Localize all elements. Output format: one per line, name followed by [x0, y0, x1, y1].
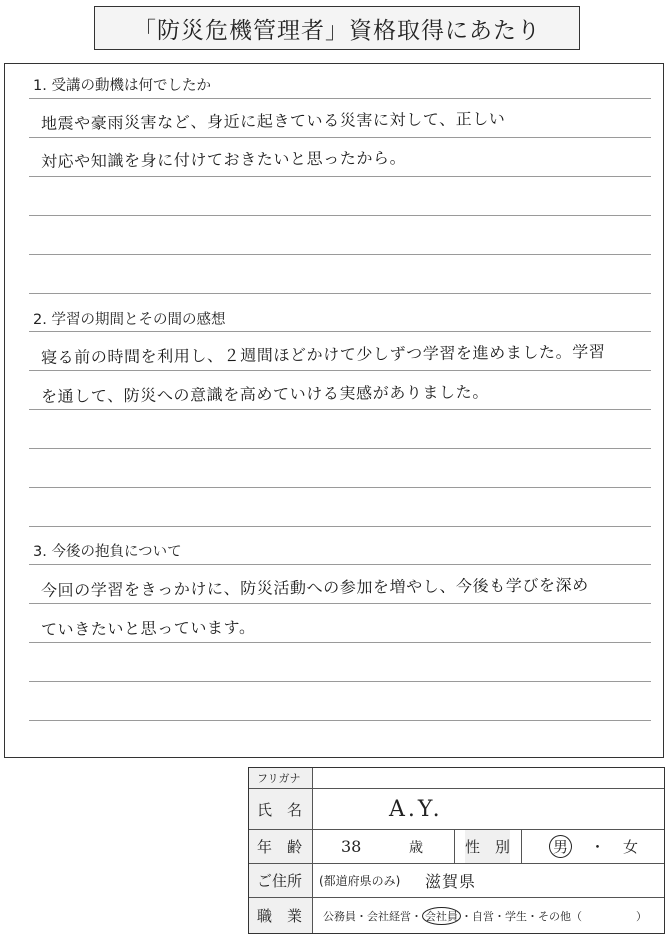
- question-1-label: 1. 受講の動機は何でしたか: [33, 78, 211, 94]
- gender-male-selected[interactable]: 男: [549, 835, 572, 858]
- job-options: [323, 898, 647, 933]
- job-options-before[interactable]: 公務員・会社経営・: [323, 909, 422, 923]
- job-close-paren: ）: [636, 909, 647, 923]
- rule-line: [29, 720, 651, 721]
- furigana-label: フリガナ: [249, 768, 313, 788]
- rule-line: [29, 215, 651, 216]
- rule-line: [29, 176, 651, 177]
- answer-3-line-1: 今回の学習をきっかけに、防災活動への参加を増やし、今後も学びを深め: [40, 575, 589, 600]
- gender-options: [549, 830, 638, 863]
- rule-line: [29, 681, 651, 682]
- address-value: 滋賀県: [425, 872, 477, 891]
- answer-2-line-2: を通して、防災への意識を高めていける実感がありました。: [40, 382, 489, 406]
- rule-line: [29, 137, 651, 138]
- rule-line: [29, 603, 651, 604]
- age-gender-row: [249, 830, 664, 864]
- question-2-label: 2. 学習の期間とその間の感想: [33, 312, 226, 328]
- address-hint: (都道府県のみ): [319, 874, 401, 888]
- name-label: 氏 名: [249, 789, 313, 829]
- rule-line: [29, 448, 651, 449]
- gender-separator: ・: [590, 838, 606, 856]
- rule-line: [29, 98, 651, 99]
- answer-2-line-1: 寝る前の時間を利用し、２週間ほどかけて少しずつ学習を進めました。学習: [40, 342, 606, 367]
- question-3-label: 3. 今後の抱負について: [33, 544, 182, 560]
- gender-female[interactable]: 女: [623, 838, 639, 856]
- rule-line: [29, 487, 651, 488]
- furigana-row: [249, 768, 664, 789]
- job-row: [249, 898, 664, 933]
- profile-table: [248, 767, 665, 934]
- address-label: ご住所: [249, 864, 313, 897]
- name-value: A.Y.: [389, 796, 443, 822]
- job-selected[interactable]: 会社員: [422, 907, 461, 925]
- address-row: [249, 864, 664, 898]
- questionnaire-box: [4, 63, 664, 758]
- rule-line: [29, 370, 651, 371]
- divider: [454, 830, 455, 863]
- page-title-text: 「防災危機管理者」資格取得にあたり: [133, 17, 541, 44]
- page-title: [94, 6, 580, 50]
- name-row: [249, 789, 664, 830]
- rule-line: [29, 409, 651, 410]
- answer-1-line-1: 地震や豪雨災害など、身近に起きている災害に対して、正しい: [40, 109, 506, 133]
- rule-line: [29, 293, 651, 294]
- rule-line: [29, 642, 651, 643]
- age-unit: 歳: [409, 839, 423, 856]
- job-options-after[interactable]: ・自営・学生・その他（: [461, 909, 582, 923]
- rule-line: [29, 564, 651, 565]
- divider: [521, 830, 522, 863]
- answer-1-line-2: 対応や知識を身に付けておきたいと思ったから。: [40, 148, 407, 171]
- gender-label: 性 別: [465, 830, 510, 863]
- job-label: 職 業: [249, 898, 313, 933]
- rule-line: [29, 331, 651, 332]
- age-value: 38: [341, 837, 362, 856]
- age-label: 年 齢: [249, 830, 313, 863]
- answer-3-line-2: ていきたいと思っています。: [40, 617, 256, 639]
- rule-line: [29, 254, 651, 255]
- rule-line: [29, 526, 651, 527]
